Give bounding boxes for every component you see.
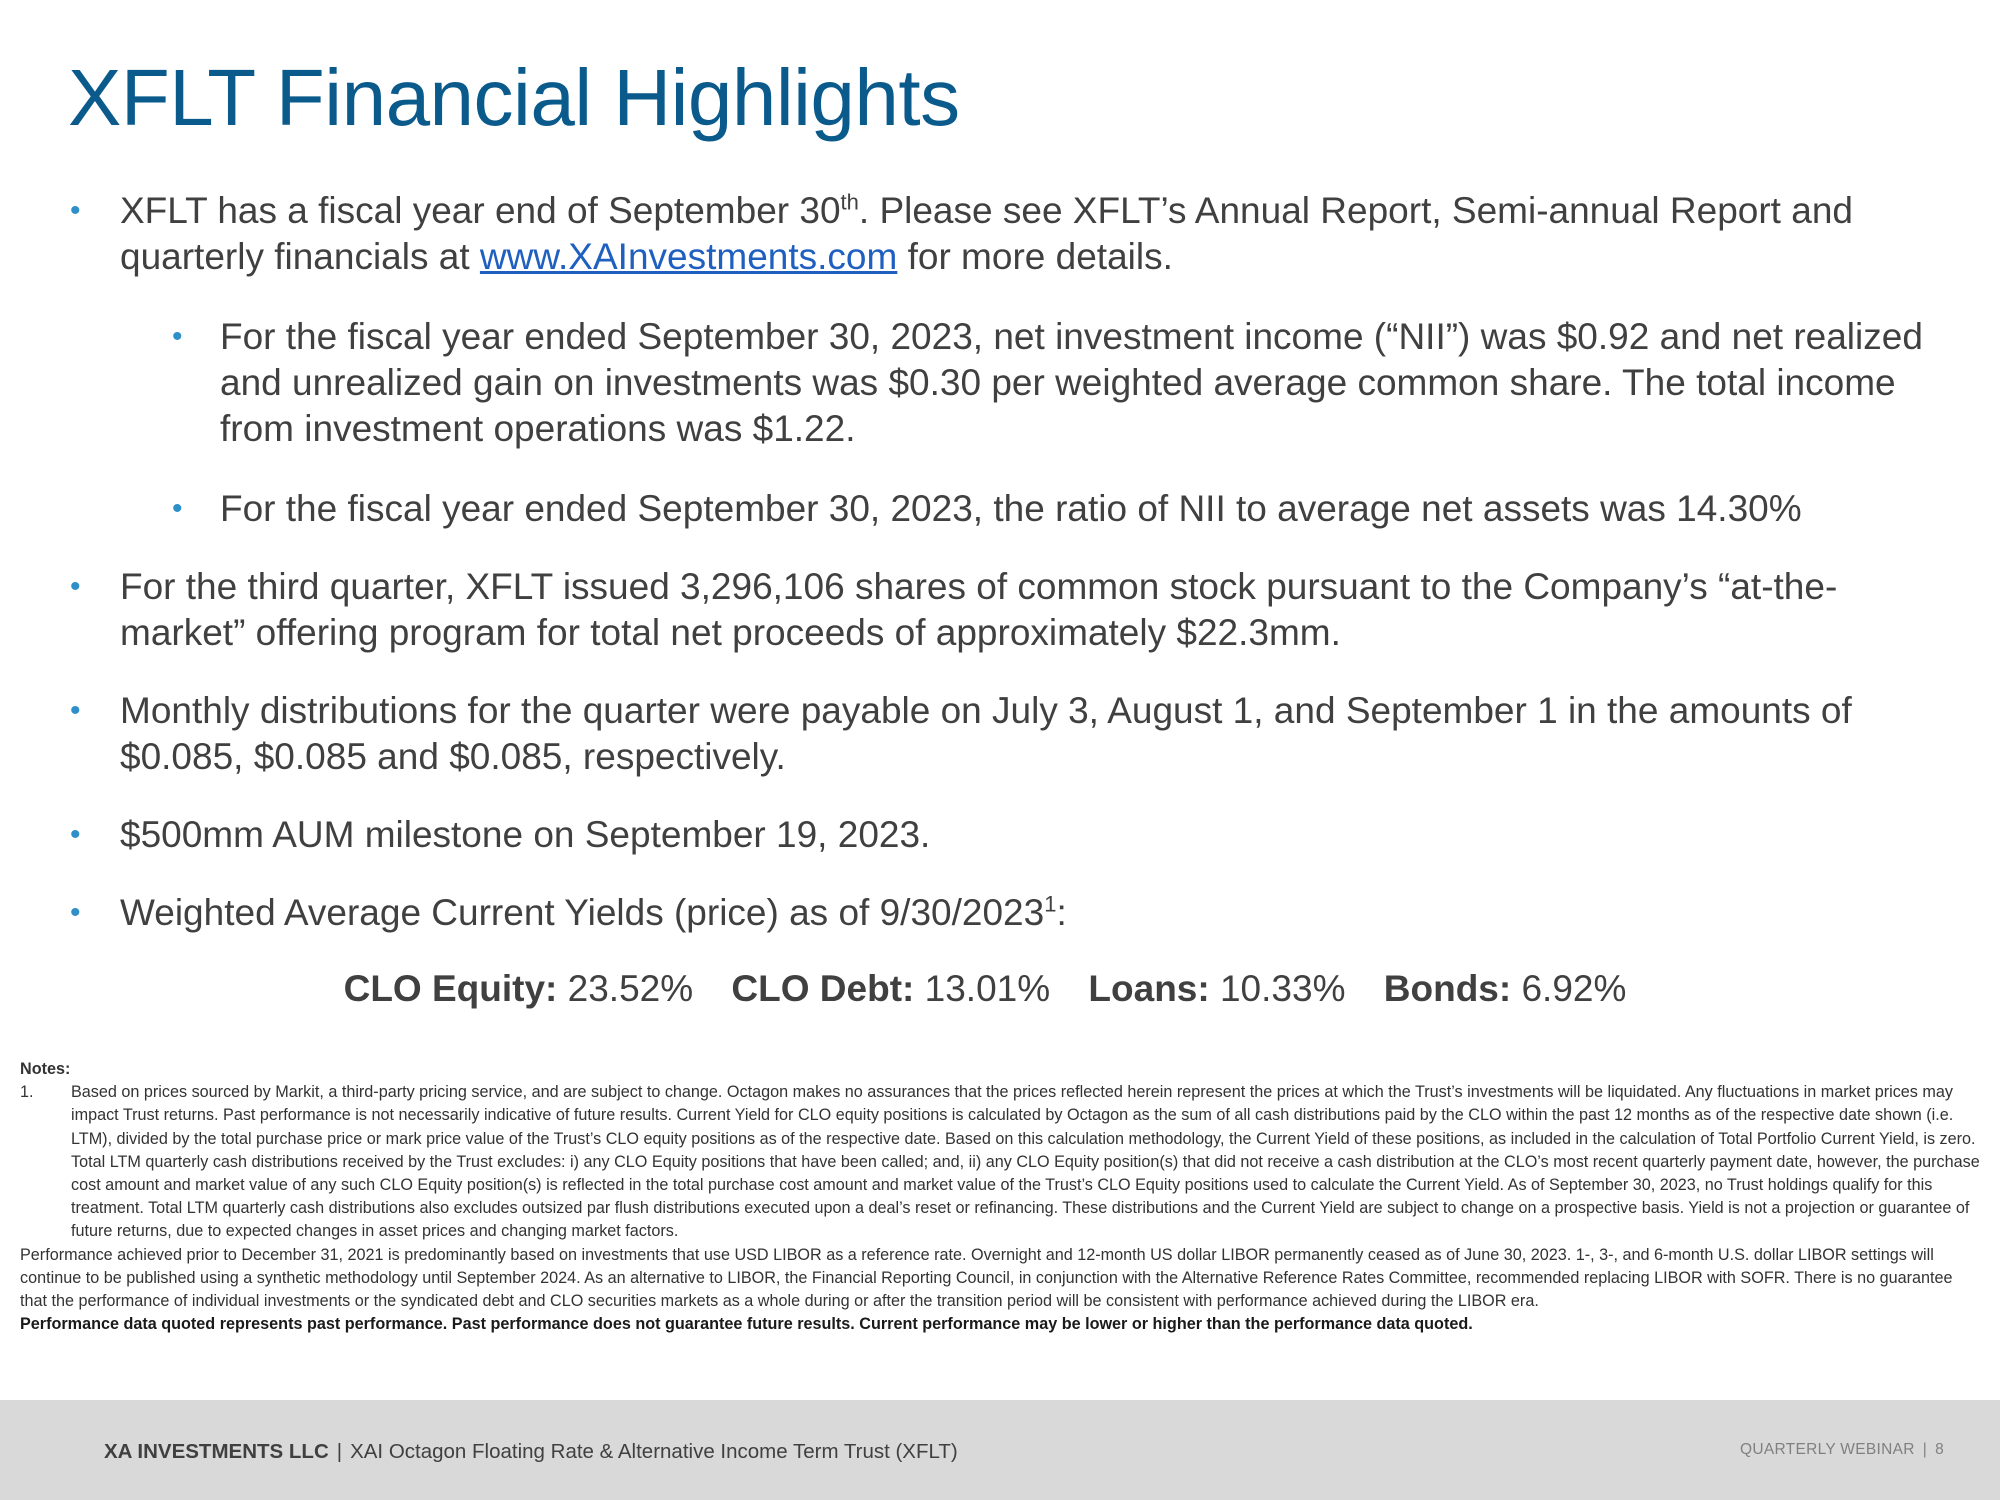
yield-value: 23.52% bbox=[567, 968, 694, 1009]
page-title: XFLT Financial Highlights bbox=[68, 53, 960, 142]
presentation-label: QUARTERLY WEBINAR bbox=[1739, 1441, 1915, 1458]
website-link[interactable]: www.XAInvestments.com bbox=[479, 236, 898, 277]
footnote-text: Based on prices sourced by Markit, a third-party pricing service, and are subject to change. Octagon makes no assurances that the prices reflected herein represent the prices at which the Trust’s investments will be liquidated. Any fluctuations in market prices may impact Trust returns. Past performance is not necessarily indicative of future results. Current Yield for CLO equity positions is calculated by Octagon as the sum of all cash distributions paid by the CLO within the past 12 months as of the respective date shown (i.e. LTM), divided by the total purchase price or mark price value of the Trust’s CLO equity positions as of the respective date. Based on this calculation methodology, the Current Yield of these positions, as included in the calculation of Total Portfolio Current Yield, is zero. Total LTM quarterly cash distributions received by the Trust excludes: i) any CLO Equity positions that have been called; and, ii) any CLO Equity position(s) that did not receive a cash distribution at the CLO’s most recent quarterly payment date, however, the purchase cost amount and market value of any such CLO Equity position(s) is reflected in the total purchase cost amount and market value of the Trust’s CLO Equity positions used to calculate the Current Yield. As of September 30, 2023, no Trust holdings qualify for this treatment. Total LTM quarterly cash distributions also excludes outsized par flush distributions executed upon a deal’s reset or refinancing. These distributions and the Current Yield are subject to change on a prospective basis. Yield is not a projection or guarantee of future returns, due to expected changes in asset prices and changing market factors. bbox=[71, 1083, 1980, 1241]
footer-bar bbox=[0, 1400, 2000, 1500]
yields-summary bbox=[0, 966, 2000, 1012]
bullet-icon: • bbox=[70, 194, 81, 227]
sub-list-item bbox=[0, 314, 2000, 452]
highlights-list bbox=[0, 188, 2000, 1012]
list-item bbox=[0, 188, 2000, 280]
bullet-text: Weighted Average Current Yields (price) as of 9/30/2023 bbox=[120, 892, 1045, 933]
bullet-text: . Please see XFLT’s Annual Report, Semi-annual Report and quarterly financials at bbox=[120, 190, 1853, 277]
bullet-icon: • bbox=[70, 570, 81, 603]
bullet-text: Monthly distributions for the quarter were payable on July 3, August 1, and September 1 in the amounts of $0.085, $0.085 and $0.085, respectively. bbox=[120, 690, 1852, 777]
footer-left bbox=[104, 1440, 958, 1464]
page-number: 8 bbox=[1935, 1441, 1944, 1458]
list-item bbox=[0, 688, 2000, 780]
performance-disclaimer: Performance data quoted represents past performance. Past performance does not guarantee future results. Current performance may be lower or higher than the performance data quoted. bbox=[20, 1315, 1473, 1334]
footnote-ref: 1 bbox=[1044, 891, 1057, 917]
bullet-icon: • bbox=[70, 694, 81, 727]
list-item bbox=[0, 564, 2000, 656]
yield-label: CLO Debt: bbox=[731, 968, 915, 1009]
notes-heading: Notes: bbox=[20, 1060, 71, 1078]
yield-label: Loans: bbox=[1088, 968, 1210, 1009]
footer-separator: | bbox=[336, 1440, 343, 1463]
footnotes bbox=[20, 1058, 1980, 1336]
bullet-text: For the fiscal year ended September 30, 2023, the ratio of NII to average net assets was 14.30% bbox=[220, 488, 1802, 529]
superscript: th bbox=[840, 189, 859, 215]
footnote-number: 1. bbox=[20, 1083, 34, 1102]
yield-label: CLO Equity: bbox=[343, 968, 558, 1009]
bullet-icon: • bbox=[70, 896, 81, 929]
libor-disclosure: Performance achieved prior to December 31, 2021 is predominantly based on investments that use USD LIBOR as a reference rate. Overnight and 12-month US dollar LIBOR permanently ceased as of June 30, 2023. 1-, 3-, and 6-month U.S. dollar LIBOR settings will continue to be published using a synthetic methodology until September 2024. As an alternative to LIBOR, the Financial Reporting Council, in conjunction with the Alternative Reference Rates Committee, recommended replacing LIBOR with SOFR. There is no guarantee that the performance of individual investments or the syndicated debt and CLO securities markets as a whole during or after the transition period will be consistent with performance achieved during the LIBOR era. bbox=[20, 1245, 1953, 1311]
bullet-text: : bbox=[1056, 892, 1067, 933]
bullet-text: For the fiscal year ended September 30, 2023, net investment income (“NII”) was $0.92 and net realized and unrealized gain on investments was $0.30 per weighted average common share. The total income from investment operations was $1.22. bbox=[220, 316, 1923, 449]
bullet-icon: • bbox=[172, 492, 183, 525]
footer-separator: | bbox=[1922, 1441, 1928, 1458]
bullet-text: for more details. bbox=[897, 236, 1173, 277]
footnote-item bbox=[20, 1081, 1980, 1243]
yield-value: 13.01% bbox=[924, 968, 1051, 1009]
yield-clo-equity bbox=[344, 968, 694, 1009]
bullet-icon: • bbox=[70, 818, 81, 851]
footer-right bbox=[1740, 1441, 1944, 1459]
yield-value: 6.92% bbox=[1521, 968, 1627, 1009]
bullet-icon: • bbox=[172, 320, 183, 353]
company-name: XA INVESTMENTS LLC bbox=[104, 1440, 329, 1463]
list-item bbox=[0, 890, 2000, 936]
fund-name: XAI Octagon Floating Rate & Alternative Income Term Trust (XFLT) bbox=[350, 1440, 958, 1463]
yield-value: 10.33% bbox=[1219, 968, 1346, 1009]
list-item bbox=[0, 812, 2000, 858]
yield-clo-debt bbox=[731, 968, 1050, 1009]
yield-bonds bbox=[1384, 968, 1627, 1009]
yield-loans bbox=[1088, 968, 1345, 1009]
yield-label: Bonds: bbox=[1383, 968, 1512, 1009]
sub-list-item bbox=[0, 486, 2000, 532]
bullet-text: $500mm AUM milestone on September 19, 2023. bbox=[120, 814, 931, 855]
bullet-text: XFLT has a fiscal year end of September 30 bbox=[120, 190, 841, 231]
bullet-text: For the third quarter, XFLT issued 3,296,106 shares of common stock pursuant to the Company’s “at-the-market” offering program for total net proceeds of approximately $22.3mm. bbox=[120, 566, 1838, 653]
